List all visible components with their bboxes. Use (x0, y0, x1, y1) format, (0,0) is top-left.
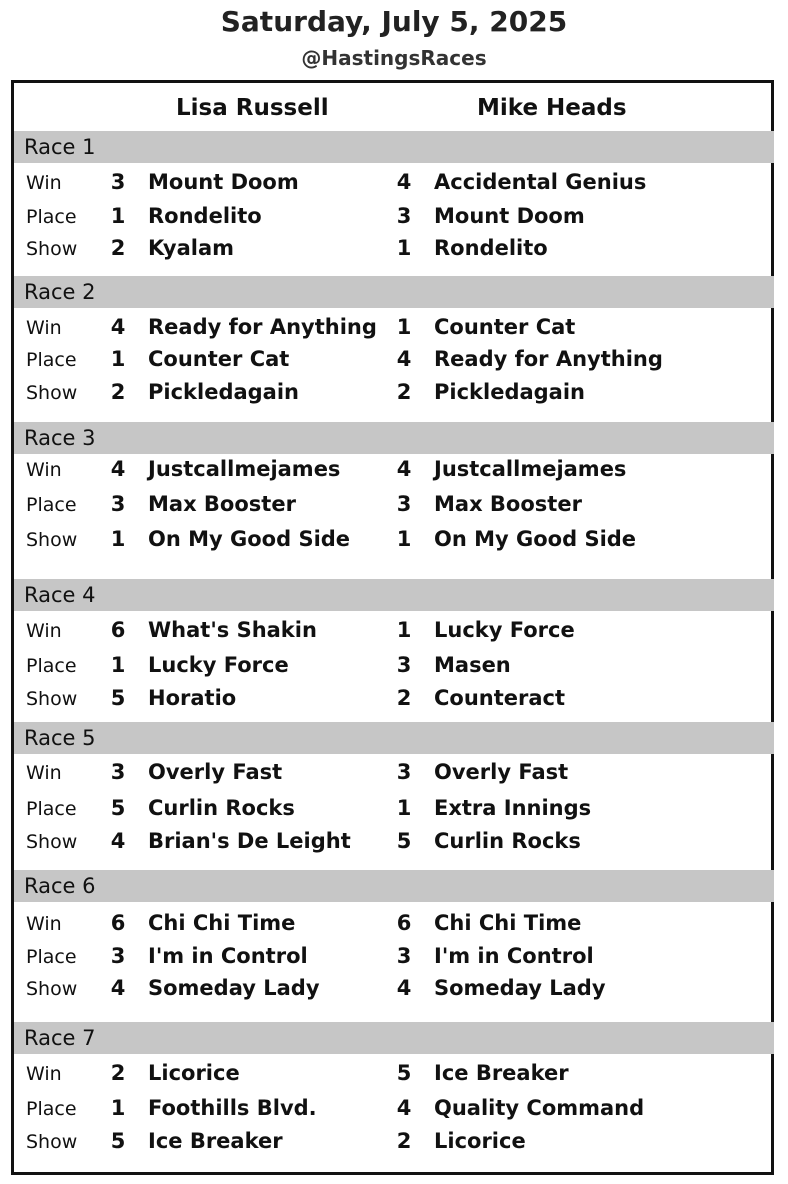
left-program-number: 6 (110, 618, 126, 642)
right-horse-name: Quality Command (434, 1096, 645, 1120)
right-horse-name: Curlin Rocks (434, 829, 581, 853)
pick-row (14, 683, 771, 715)
race-header (14, 131, 774, 163)
pick-row (14, 973, 771, 1005)
left-program-number: 2 (110, 1061, 126, 1085)
left-horse-name: Justcallmejames (148, 457, 341, 481)
finish-position: Win (26, 317, 62, 339)
right-horse-name: On My Good Side (434, 527, 637, 551)
social-handle: @HastingsRaces (301, 46, 487, 70)
pick-row (14, 312, 771, 344)
right-program-number: 3 (396, 492, 412, 516)
pick-row (14, 793, 771, 825)
finish-position: Win (26, 459, 62, 481)
left-program-number: 3 (110, 944, 126, 968)
race-header (14, 722, 774, 754)
right-program-number: 1 (396, 315, 412, 339)
right-program-number: 4 (396, 976, 412, 1000)
race-label: Race 7 (24, 1026, 96, 1050)
left-horse-name: Pickledagain (148, 380, 299, 404)
race-header (14, 1022, 774, 1054)
left-horse-name: What's Shakin (148, 618, 317, 642)
left-program-number: 1 (110, 653, 126, 677)
pick-row (14, 615, 771, 647)
left-horse-name: On My Good Side (148, 527, 351, 551)
column-header-left: Lisa Russell (176, 95, 329, 121)
left-horse-name: Max Booster (148, 492, 296, 516)
left-program-number: 2 (110, 380, 126, 404)
finish-position: Show (26, 382, 78, 404)
race-label: Race 5 (24, 726, 96, 750)
right-horse-name: Counteract (434, 686, 566, 710)
right-horse-name: Max Booster (434, 492, 582, 516)
left-horse-name: Lucky Force (148, 653, 289, 677)
left-program-number: 3 (110, 170, 126, 194)
right-program-number: 5 (396, 1061, 412, 1085)
pick-row (14, 344, 771, 376)
finish-position: Win (26, 1063, 62, 1085)
race-header (14, 870, 774, 902)
pick-row (14, 233, 771, 265)
race-label: Race 4 (24, 583, 96, 607)
left-program-number: 3 (110, 760, 126, 784)
right-horse-name: Mount Doom (434, 204, 585, 228)
pick-row (14, 489, 771, 521)
right-program-number: 5 (396, 829, 412, 853)
pick-row (14, 757, 771, 789)
right-horse-name: Someday Lady (434, 976, 606, 1000)
finish-position: Win (26, 172, 62, 194)
finish-position: Place (26, 349, 77, 371)
right-program-number: 3 (396, 204, 412, 228)
right-program-number: 3 (396, 760, 412, 784)
left-program-number: 3 (110, 492, 126, 516)
right-program-number: 4 (396, 170, 412, 194)
right-program-number: 4 (396, 457, 412, 481)
right-program-number: 1 (396, 618, 412, 642)
page-title: Saturday, July 5, 2025 (220, 5, 568, 38)
pick-row (14, 454, 771, 486)
pick-row (14, 1093, 771, 1125)
right-horse-name: Accidental Genius (434, 170, 647, 194)
pick-row (14, 1126, 771, 1158)
left-horse-name: Overly Fast (148, 760, 283, 784)
finish-position: Show (26, 688, 78, 710)
race-label: Race 1 (24, 135, 96, 159)
left-program-number: 4 (110, 315, 126, 339)
right-program-number: 3 (396, 944, 412, 968)
left-program-number: 1 (110, 527, 126, 551)
left-horse-name: Counter Cat (148, 347, 290, 371)
right-program-number: 1 (396, 236, 412, 260)
race-header (14, 579, 774, 611)
right-horse-name: Pickledagain (434, 380, 585, 404)
pick-row (14, 524, 771, 556)
right-horse-name: Overly Fast (434, 760, 569, 784)
finish-position: Place (26, 1098, 77, 1120)
pick-row (14, 1058, 771, 1090)
right-horse-name: Masen (434, 653, 511, 677)
left-horse-name: Mount Doom (148, 170, 299, 194)
left-program-number: 4 (110, 976, 126, 1000)
race-header (14, 276, 774, 308)
finish-position: Place (26, 798, 77, 820)
left-program-number: 2 (110, 236, 126, 260)
left-horse-name: Rondelito (148, 204, 262, 228)
finish-position: Show (26, 529, 78, 551)
finish-position: Place (26, 206, 77, 228)
left-program-number: 5 (110, 1129, 126, 1153)
column-header-right: Mike Heads (477, 95, 627, 121)
pick-row (14, 941, 771, 973)
left-program-number: 1 (110, 1096, 126, 1120)
left-program-number: 1 (110, 347, 126, 371)
left-horse-name: I'm in Control (148, 944, 308, 968)
right-horse-name: Chi Chi Time (434, 911, 582, 935)
left-horse-name: Ice Breaker (148, 1129, 283, 1153)
left-program-number: 5 (110, 796, 126, 820)
left-horse-name: Someday Lady (148, 976, 320, 1000)
race-label: Race 2 (24, 280, 96, 304)
pick-row (14, 908, 771, 940)
left-horse-name: Kyalam (148, 236, 235, 260)
left-program-number: 4 (110, 829, 126, 853)
right-horse-name: Justcallmejames (434, 457, 627, 481)
finish-position: Win (26, 762, 62, 784)
right-horse-name: Ready for Anything (434, 347, 663, 371)
left-horse-name: Chi Chi Time (148, 911, 296, 935)
left-horse-name: Licorice (148, 1061, 240, 1085)
right-program-number: 4 (396, 1096, 412, 1120)
right-program-number: 2 (396, 380, 412, 404)
right-program-number: 3 (396, 653, 412, 677)
pick-row (14, 377, 771, 409)
right-program-number: 2 (396, 1129, 412, 1153)
left-horse-name: Brian's De Leight (148, 829, 351, 853)
pick-row (14, 201, 771, 233)
right-horse-name: Counter Cat (434, 315, 576, 339)
race-header (14, 422, 774, 454)
finish-position: Show (26, 238, 78, 260)
left-program-number: 5 (110, 686, 126, 710)
finish-position: Show (26, 978, 78, 1000)
left-horse-name: Horatio (148, 686, 237, 710)
right-horse-name: Ice Breaker (434, 1061, 569, 1085)
left-horse-name: Ready for Anything (148, 315, 377, 339)
finish-position: Win (26, 620, 62, 642)
right-horse-name: Rondelito (434, 236, 548, 260)
pick-row (14, 826, 771, 858)
left-program-number: 4 (110, 457, 126, 481)
finish-position: Place (26, 655, 77, 677)
right-program-number: 1 (396, 796, 412, 820)
right-program-number: 1 (396, 527, 412, 551)
right-horse-name: Lucky Force (434, 618, 575, 642)
right-program-number: 4 (396, 347, 412, 371)
race-label: Race 6 (24, 874, 96, 898)
right-horse-name: I'm in Control (434, 944, 594, 968)
finish-position: Place (26, 946, 77, 968)
left-program-number: 6 (110, 911, 126, 935)
right-horse-name: Licorice (434, 1129, 526, 1153)
right-program-number: 2 (396, 686, 412, 710)
pick-row (14, 650, 771, 682)
left-program-number: 1 (110, 204, 126, 228)
left-horse-name: Curlin Rocks (148, 796, 295, 820)
right-program-number: 6 (396, 911, 412, 935)
right-horse-name: Extra Innings (434, 796, 592, 820)
race-label: Race 3 (24, 426, 96, 450)
pick-row (14, 167, 771, 199)
finish-position: Show (26, 831, 78, 853)
finish-position: Place (26, 494, 77, 516)
finish-position: Show (26, 1131, 78, 1153)
left-horse-name: Foothills Blvd. (148, 1096, 317, 1120)
finish-position: Win (26, 913, 62, 935)
